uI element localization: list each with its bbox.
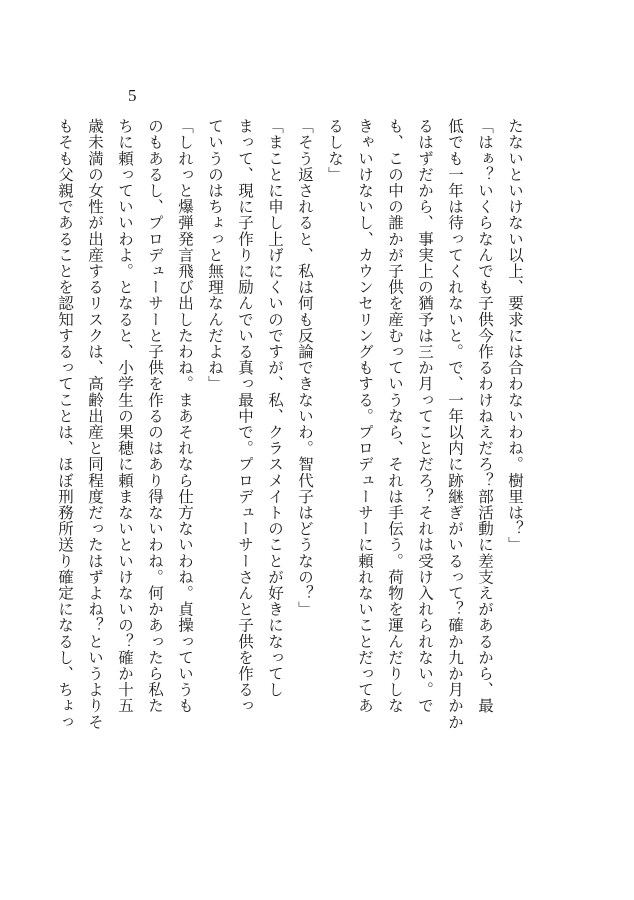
- text-line: 歳未満の女性が出産するリスクは、高齢出産と同程度だったはずよね？というよりそ: [86, 118, 104, 730]
- text-line: たないといけない以上、要求には合わないわね。樹里は？」: [506, 118, 524, 553]
- text-line: るしな」: [326, 118, 344, 183]
- text-line: 「まことに申し上げにくいのですが、私、クラスメイトのことが好きになってし: [266, 118, 284, 698]
- text-line: ちに頼っていいわよ。となると、小学生の果穂に頼まないといけないの？確か十五: [116, 118, 134, 714]
- text-line: のもあるし、プロデューサーと子供を作るのはあり得ないわね。何かあったら私た: [146, 118, 164, 714]
- text-line: もそも父親であることを認知するってことは、ほぼ刑務所送り確定になるし、ちょっ: [56, 118, 74, 730]
- text-line: ていうのはちょっと無理なんだよね」: [206, 118, 224, 392]
- text-line: まって、現に子作りに励んでいる真っ最中で。プロデューサーさんと子供を作るっ: [236, 118, 254, 714]
- text-line: も、この中の誰かが子供を産むっていうなら、それは手伝う。荷物を運んだりしな: [386, 118, 404, 714]
- text-line: 低でも一年は待ってくれないと。で、一年以内に跡継ぎがいるって？確か九か月かか: [446, 118, 464, 730]
- text-line: 「そう返されると、私は何も反論できないわ。智代子はどうなの？」: [296, 118, 314, 618]
- text-line: るはずだから、事実上の猶予は三か月ってことだろ？それは受け入れられない。で: [416, 118, 434, 714]
- text-line: 「しれっと爆弾発言飛び出したわね。まあそれなら仕方ないわね。貞操っていうも: [176, 118, 194, 714]
- text-line: きゃいけないし、カウンセリングもする。プロデューサーに頼れないことだってあ: [356, 118, 374, 714]
- page-number: 5: [128, 86, 137, 105]
- text-line: 「はぁ？いくらなんでも子供今作るわけねえだろ？部活動に差支えがあるから、最: [476, 118, 494, 714]
- vertical-text-body: [56, 118, 530, 758]
